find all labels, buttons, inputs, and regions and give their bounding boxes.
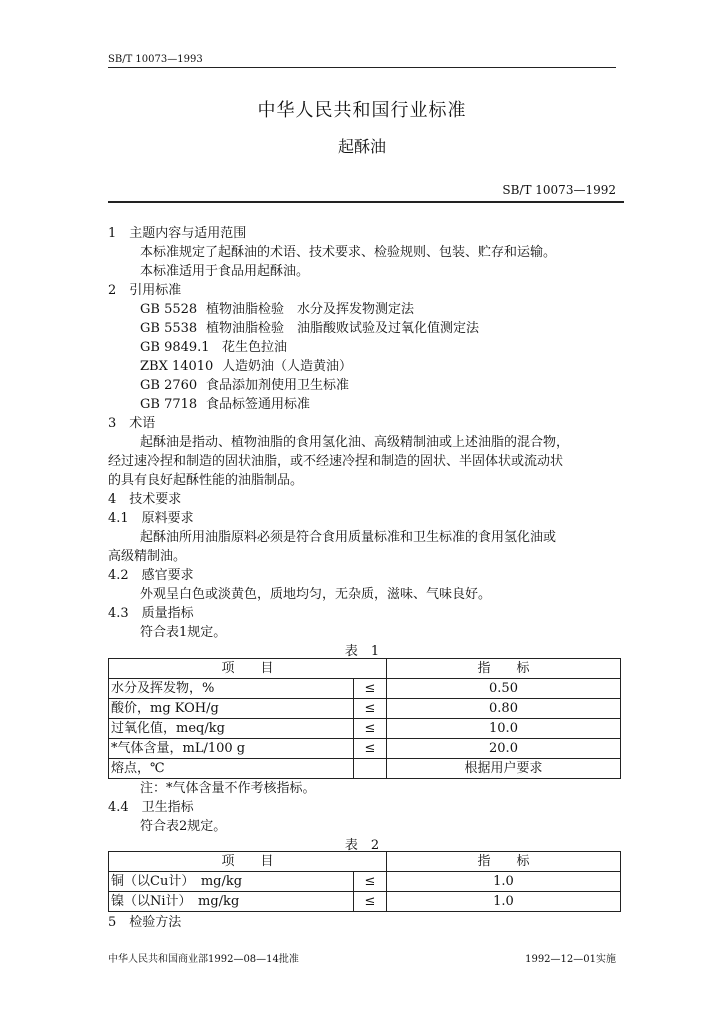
header-rule	[108, 67, 616, 68]
table-header-row	[109, 659, 621, 679]
table-cell-item: 水分及挥发物，%	[109, 679, 354, 699]
ref-item	[140, 336, 287, 355]
table-head-index: 指 标	[387, 659, 621, 679]
ref-name: 人造奶油（人造黄油）	[222, 359, 353, 374]
section-4-4-title: 4.4 卫生指标	[108, 800, 194, 815]
table-cell-item: 镍（以Ni计） mg/kg	[109, 892, 354, 912]
section-1-para-1: 本标准规定了起酥油的术语、技术要求、检验规则、包装、贮存和运输。	[140, 245, 557, 260]
table-cell-value: 根据用户要求	[387, 759, 621, 779]
section-4-4-para: 符合表2规定。	[140, 819, 227, 834]
section-3-title: 3 术语	[108, 416, 156, 431]
table-cell-value: 1.0	[387, 892, 621, 912]
table-row	[109, 739, 621, 759]
table-cell-item: 铜（以Cu计） mg/kg	[109, 872, 354, 892]
title-rule	[108, 201, 624, 203]
ref-code: GB 2760	[140, 378, 198, 393]
ref-name: 植物油脂检验 水分及挥发物测定法	[206, 302, 415, 317]
ref-item	[140, 298, 414, 317]
ref-code: GB 7718	[140, 397, 198, 412]
page-title: 中华人民共和国行业标准	[257, 100, 467, 121]
section-1-para-2: 本标准适用于食品用起酥油。	[140, 264, 310, 279]
ref-item	[140, 317, 479, 336]
table-header-row	[109, 852, 621, 872]
section-3-line-2: 经过速冷捏和制造的固状油脂，或不经速冷捏和制造的固状、半固体状或流动状	[108, 454, 564, 469]
table-head-item: 项 目	[109, 852, 387, 872]
ref-item	[140, 374, 349, 393]
table-cell-op: ≤	[354, 892, 387, 912]
ref-item	[140, 355, 352, 374]
ref-code: GB 9849.1	[140, 340, 210, 355]
section-4-2-title: 4.2 感官要求	[108, 568, 194, 583]
ref-code: GB 5528	[140, 302, 198, 317]
table-1	[108, 658, 621, 779]
table-cell-value: 1.0	[387, 872, 621, 892]
table-row	[109, 699, 621, 719]
table-cell-item: *气体含量，mL/100 g	[109, 739, 354, 759]
table-head-item: 项 目	[109, 659, 387, 679]
footer-implementation: 1992—12—01实施	[525, 954, 616, 965]
section-4-title: 4 技术要求	[108, 492, 182, 507]
table-head-index: 指 标	[387, 852, 621, 872]
table-cell-value: 20.0	[387, 739, 621, 759]
table-row	[109, 679, 621, 699]
ref-code: GB 5538	[140, 321, 198, 336]
table-row	[109, 892, 621, 912]
table-cell-op: ≤	[354, 679, 387, 699]
ref-name: 植物油脂检验 油脂酸败试验及过氧化值测定法	[206, 321, 480, 336]
ref-item	[140, 393, 310, 412]
section-3-line-1: 起酥油是指动、植物油脂的食用氢化油、高级精制油或上述油脂的混合物，	[140, 435, 570, 450]
section-4-1-line-2: 高级精制油。	[108, 549, 187, 564]
table-cell-op: ≤	[354, 719, 387, 739]
table-cell-value: 0.80	[387, 699, 621, 719]
section-4-3-para: 符合表1规定。	[140, 625, 227, 640]
table-1-note: 注：*气体含量不作考核指标。	[140, 781, 316, 796]
ref-name: 花生色拉油	[222, 340, 288, 355]
section-5-title: 5 检验方法	[108, 915, 182, 930]
table-row	[109, 872, 621, 892]
section-4-2-para: 外观呈白色或淡黄色，质地均匀，无杂质，滋味、气味良好。	[140, 587, 492, 602]
table-cell-item: 过氧化值，meq/kg	[109, 719, 354, 739]
header-doc-code: SB/T 10073—1993	[108, 54, 203, 65]
table-row	[109, 759, 621, 779]
table-cell-item: 酸价，mg KOH/g	[109, 699, 354, 719]
section-1-title: 1 主题内容与适用范围	[108, 226, 247, 241]
table-2	[108, 851, 621, 912]
section-4-3-title: 4.3 质量指标	[108, 606, 194, 621]
standard-code: SB/T 10073—1992	[502, 183, 616, 197]
table-cell-op: ≤	[354, 739, 387, 759]
table-row	[109, 719, 621, 739]
table-1-caption: 表 1	[344, 644, 380, 659]
table-cell-value: 10.0	[387, 719, 621, 739]
page-subtitle: 起酥油	[337, 137, 386, 156]
table-cell-value: 0.50	[387, 679, 621, 699]
table-2-caption: 表 2	[344, 838, 380, 853]
section-4-1-title: 4.1 原料要求	[108, 511, 194, 526]
ref-name: 食品添加剂使用卫生标准	[206, 378, 350, 393]
table-cell-item: 熔点，℃	[109, 759, 354, 779]
ref-name: 食品标签通用标准	[206, 397, 311, 412]
table-cell-op	[354, 759, 387, 779]
section-3-line-3: 的具有良好起酥性能的油脂制品。	[108, 473, 304, 488]
section-4-1-line-1: 起酥油所用油脂原料必须是符合食用质量标准和卫生标准的食用氢化油或	[140, 530, 557, 545]
section-2-title: 2 引用标准	[108, 283, 182, 298]
footer-approval: 中华人民共和国商业部1992—08—14批准	[108, 954, 299, 965]
ref-code: ZBX 14010	[140, 359, 214, 374]
table-cell-op: ≤	[354, 872, 387, 892]
table-cell-op: ≤	[354, 699, 387, 719]
